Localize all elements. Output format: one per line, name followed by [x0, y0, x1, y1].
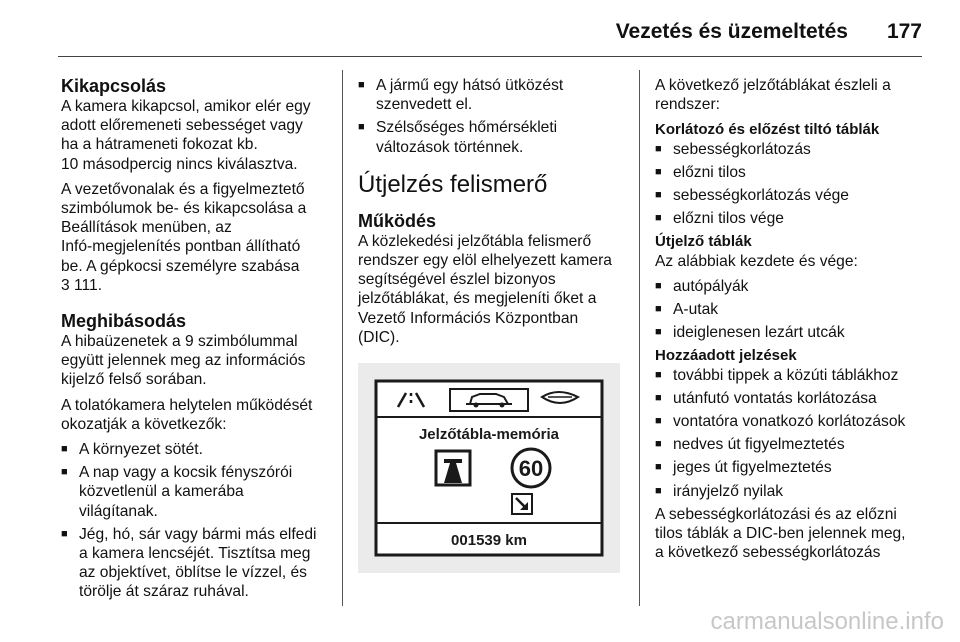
list-item: ■ A-utak — [655, 300, 945, 319]
list-item: ■ A környezet sötét. — [61, 440, 333, 459]
list-item: ■ előzni tilos vége — [655, 209, 945, 228]
section-heading: Meghibásodás — [61, 311, 187, 332]
bullet-list — [358, 76, 626, 157]
dic-display — [358, 363, 620, 573]
chapter-title: Útjelzés felismerő — [358, 170, 548, 198]
watermark: carmanualsonline.info — [710, 608, 944, 635]
speed-limit-sign-icon — [512, 449, 550, 487]
list-item: ■ további tippek a közúti táblákhoz — [655, 366, 945, 385]
list-item: ■ előzni tilos — [655, 163, 945, 182]
subheading: Hozzáadott jelzések — [655, 347, 797, 365]
list-item: ■ A nap vagy a kocsik fényszórói közvetlenül a kamerába világítanak. — [61, 463, 333, 521]
list-item: ■ autópályák — [655, 277, 945, 296]
bullet-list — [655, 366, 945, 501]
paragraph: A kamera kikapcsol, amikor elér egy adott előremeneti sebességet vagy ha a hátrameneti fokozat kb. 10 másodpercig nincs kiválasztva. — [61, 98, 311, 173]
list-item: ■ sebességkorlátozás vége — [655, 186, 945, 205]
dic-heading: Jelzőtábla-memória — [418, 426, 560, 444]
subheading: Útjelző táblák — [655, 233, 752, 251]
motorway-sign-icon — [436, 451, 470, 485]
header-rule — [58, 56, 922, 57]
list-item: ■ vontatóra vonatkozó korlátozások — [655, 412, 945, 431]
list-item: ■ sebességkorlátozás — [655, 140, 945, 159]
list-item: ■ irányjelző nyilak — [655, 482, 945, 501]
active-tab — [450, 389, 528, 411]
list-item: ■ A jármű egy hátsó ütközést szenvedett el. — [358, 76, 626, 114]
list-item: ■ Jég, hó, sár vagy bármi más elfedi a kamera lencséjét. Tisztítsa meg az objektívet, öblítse le vízzel, és törölje át száraz ruhával. — [61, 525, 333, 602]
paragraph: Az alábbiak kezdete és vége: — [655, 252, 858, 270]
section-heading: Kikapcsolás — [61, 76, 167, 96]
list-item: ■ utánfutó vontatás korlátozása — [655, 389, 945, 408]
paragraph: A tolatókamera helytelen működését okozatják a következők: — [61, 396, 313, 433]
paragraph: A hibaüzenetek a 9 szimbólummal együtt jelennek meg az információs kijelző felső sorában. — [61, 333, 306, 389]
speed-limit-value: 60 — [518, 456, 544, 482]
paragraph: A sebességkorlátozási és az előzni tilos táblák a DIC-ben jelennek meg, a következő sebességkorlátozás — [655, 505, 906, 562]
odometer-readout: 001539 km — [451, 532, 527, 550]
arrow-sign-icon — [512, 494, 532, 514]
paragraph: A közlekedési jelzőtábla felismerő rendszer egy elöl elhelyezett kamera segítségével észlel bizonyos jelzőtáblákat, és megjeleníti őket a Vezető Információs Központban (DIC). — [358, 232, 612, 346]
header-title: Vezetés és üzemeltetés — [615, 20, 848, 43]
column-2 — [358, 76, 626, 573]
paragraph: A következő jelzőtáblákat észleli a rendszer: — [655, 77, 891, 114]
subheading: Korlátozó és előzést tiltó táblák — [655, 121, 880, 139]
dic-illustration — [358, 363, 620, 573]
column-1 — [61, 76, 333, 606]
bullet-list — [61, 440, 333, 602]
section-heading: Működés — [358, 210, 437, 231]
list-item: ■ Szélsőséges hőmérsékleti változások történnek. — [358, 118, 626, 156]
bullet-list — [655, 277, 945, 343]
page-number: 177 — [886, 20, 922, 43]
page-header — [0, 0, 960, 58]
column-divider — [639, 70, 640, 606]
column-divider — [342, 70, 343, 606]
paragraph: A vezetővonalak és a figyelmeztető szimbólumok be- és kikapcsolása a Beállítások menüben, az Infó-megjelenítés pontban állítható be. A gépkocsi személyre szabása 3 111. — [61, 180, 307, 294]
column-3 — [655, 76, 945, 568]
list-item: ■ nedves út figyelmeztetés — [655, 435, 945, 454]
bullet-list — [655, 140, 945, 229]
list-item: ■ jeges út figyelmeztetés — [655, 458, 945, 477]
list-item: ■ ideiglenesen lezárt utcák — [655, 323, 945, 342]
